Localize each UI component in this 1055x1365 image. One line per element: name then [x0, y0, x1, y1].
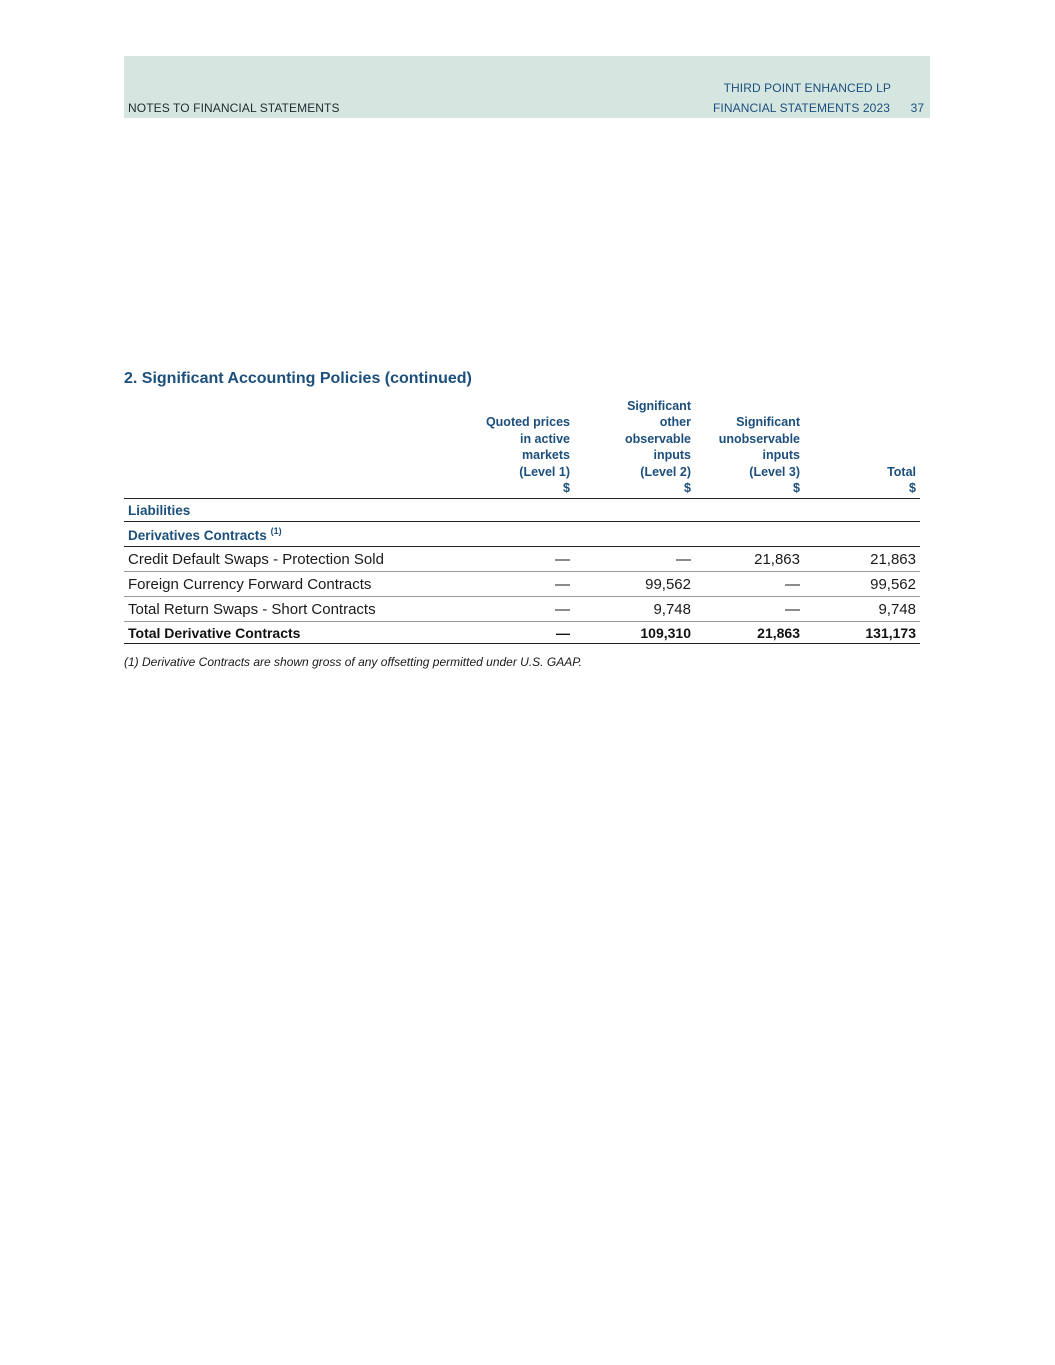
- cell-level1: —: [456, 572, 574, 597]
- column-header-level1: Quoted prices in active markets (Level 1) $: [456, 398, 574, 499]
- table-row: [124, 572, 920, 597]
- page-number: 37: [910, 101, 924, 115]
- row-label: Foreign Currency Forward Contracts: [124, 572, 456, 597]
- column-header-level3: Significant unobservable inputs (Level 3) $: [695, 398, 804, 499]
- cell-level1: —: [456, 547, 574, 572]
- cell-level3: 21,863: [695, 547, 804, 572]
- total-row: [124, 622, 920, 644]
- group-row-liabilities: [124, 499, 920, 522]
- cell-total: 21,863: [804, 547, 920, 572]
- table-row: [124, 597, 920, 622]
- header-company-name: THIRD POINT ENHANCED LP: [723, 81, 891, 95]
- label-column-header: [124, 398, 456, 499]
- header-document-title: FINANCIAL STATEMENTS 2023: [713, 101, 890, 115]
- page-header: [124, 56, 930, 118]
- cell-level2: —: [574, 547, 695, 572]
- row-label: Total Return Swaps - Short Contracts: [124, 597, 456, 622]
- section-title: 2. Significant Accounting Policies (continued): [124, 370, 472, 387]
- table-row: [124, 547, 920, 572]
- cell-level3: —: [695, 597, 804, 622]
- total-level3: 21,863: [695, 622, 804, 644]
- column-header-level2: Significant other observable inputs (Level 2) $: [574, 398, 695, 499]
- table-footnote: (1) Derivative Contracts are shown gross of any offsetting permitted under U.S. GAAP.: [124, 655, 582, 669]
- cell-total: 99,562: [804, 572, 920, 597]
- cell-level1: —: [456, 597, 574, 622]
- column-header-total: Total $: [804, 398, 920, 499]
- total-label: Total Derivative Contracts: [124, 622, 456, 644]
- cell-level3: —: [695, 572, 804, 597]
- subgroup-cell: [124, 522, 920, 547]
- cell-total: 9,748: [804, 597, 920, 622]
- total-level2: 109,310: [574, 622, 695, 644]
- subgroup-row-derivatives: [124, 522, 920, 547]
- subgroup-label: Derivatives Contracts: [128, 528, 267, 544]
- total-level1: —: [456, 622, 574, 644]
- group-label: Liabilities: [124, 499, 920, 522]
- row-label: Credit Default Swaps - Protection Sold: [124, 547, 456, 572]
- total-total: 131,173: [804, 622, 920, 644]
- table-header-row: [124, 398, 920, 499]
- fair-value-table: [124, 398, 920, 644]
- header-section-label: NOTES TO FINANCIAL STATEMENTS: [128, 101, 340, 115]
- cell-level2: 9,748: [574, 597, 695, 622]
- footnote-marker: (1): [270, 526, 282, 537]
- cell-level2: 99,562: [574, 572, 695, 597]
